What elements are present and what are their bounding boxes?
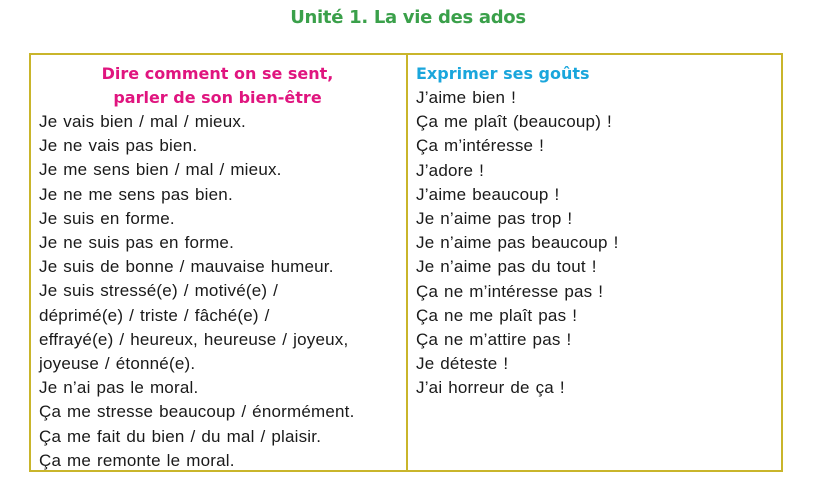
phrase-line: Je déteste ! xyxy=(416,354,509,374)
left-heading-line: parler de son bien-être xyxy=(113,88,322,107)
phrase-line: Je n’aime pas trop ! xyxy=(416,209,573,229)
right-column-heading: Exprimer ses goûts xyxy=(416,64,590,83)
phrase-line: Je ne me sens pas bien. xyxy=(39,184,233,204)
phrase-line: Ça me fait du bien / du mal / plaisir. xyxy=(39,426,322,446)
phrase-line: Je n’ai pas le moral. xyxy=(39,378,199,398)
phrase-line: J’ai horreur de ça ! xyxy=(416,378,565,398)
phrase-line: Je ne vais pas bien. xyxy=(39,136,198,156)
right-column xyxy=(408,55,781,470)
phrase-line: joyeuse / étonné(e). xyxy=(39,354,196,374)
phrase-line: Ça ne m’intéresse pas ! xyxy=(416,281,604,301)
phrase-line: J’aime beaucoup ! xyxy=(416,184,560,204)
phrase-line: Je n’aime pas du tout ! xyxy=(416,257,597,277)
left-column xyxy=(31,55,408,470)
phrase-line: Je me sens bien / mal / mieux. xyxy=(39,160,282,180)
left-column-lines xyxy=(39,110,406,473)
phrase-line: Ça ne me plaît pas ! xyxy=(416,305,578,325)
phrase-line: Je ne suis pas en forme. xyxy=(39,233,235,253)
phrase-line: J’aime bien ! xyxy=(416,88,517,107)
phrase-line: Je suis stressé(e) / motivé(e) / xyxy=(39,281,279,301)
phrase-line: déprimé(e) / triste / fâché(e) / xyxy=(39,305,270,325)
right-column-lines xyxy=(416,86,781,401)
phrase-line: Ça ne m’attire pas ! xyxy=(416,330,572,350)
phrase-line: Je suis de bonne / mauvaise humeur. xyxy=(39,257,334,277)
phrases-table xyxy=(29,53,783,472)
phrase-line: Je n’aime pas beaucoup ! xyxy=(416,233,619,253)
phrase-line: Ça me stresse beaucoup / énormément. xyxy=(39,402,355,422)
left-heading-line: Dire comment on se sent, xyxy=(101,64,334,83)
phrase-line: Je vais bien / mal / mieux. xyxy=(39,112,246,131)
phrase-line: Ça me remonte le moral. xyxy=(39,450,235,470)
page-title: Unité 1. La vie des ados xyxy=(290,7,526,28)
phrase-line: effrayé(e) / heureux, heureuse / joyeux, xyxy=(39,329,349,349)
phrase-line: Ça me plaît (beaucoup) ! xyxy=(416,112,612,132)
left-column-heading xyxy=(39,62,406,110)
phrase-line: J’adore ! xyxy=(416,160,485,180)
phrase-line: Ça m’intéresse ! xyxy=(416,136,545,156)
phrase-line: Je suis en forme. xyxy=(39,208,175,228)
